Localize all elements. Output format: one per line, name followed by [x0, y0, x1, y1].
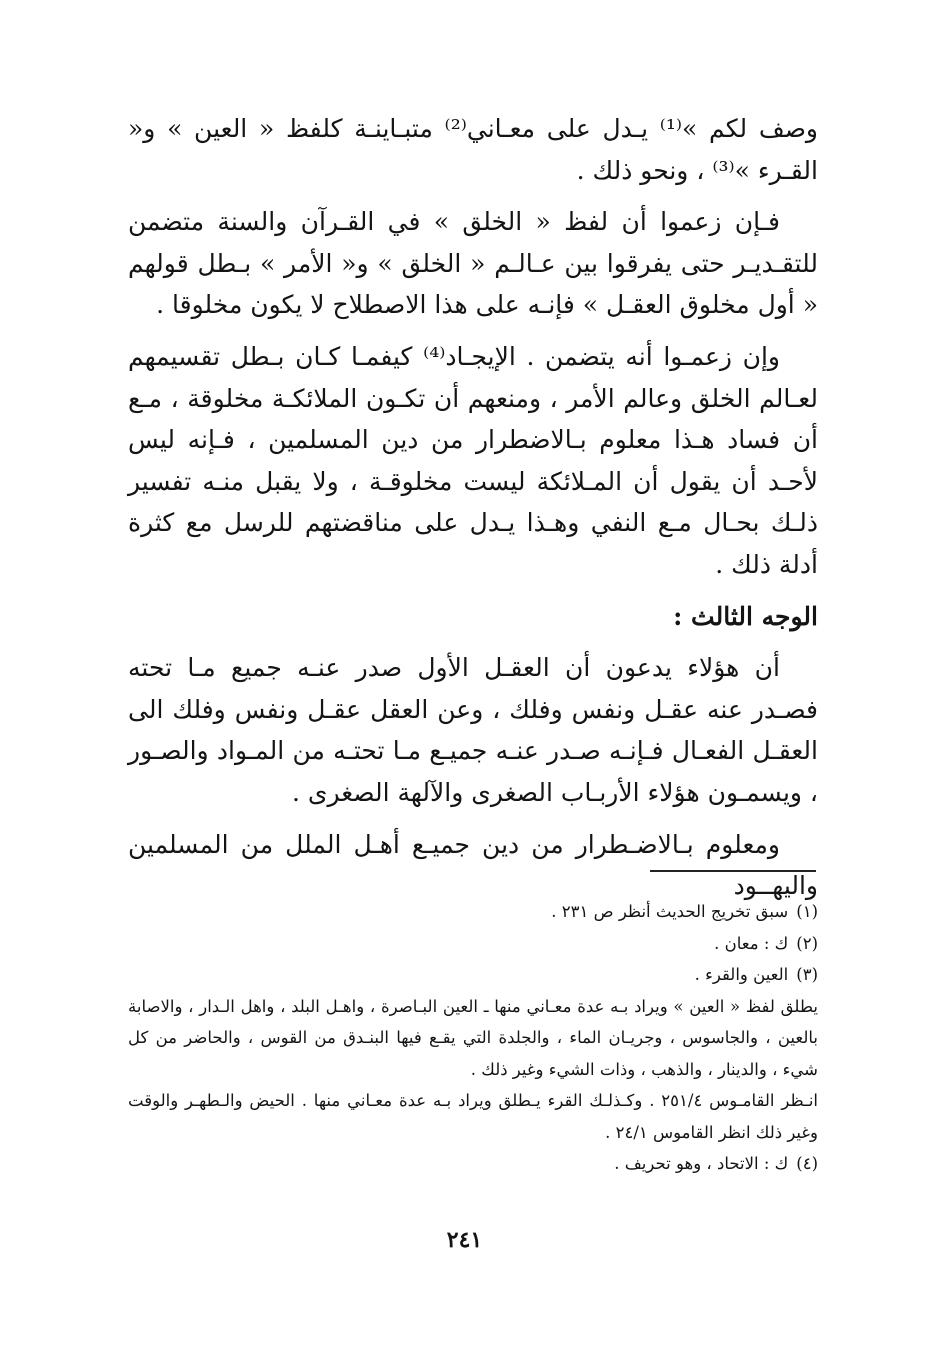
footnote-number: (٤) [796, 1154, 818, 1173]
footnote [128, 1148, 818, 1180]
footnotes [128, 896, 818, 1180]
footnote-text: ك : الاتحاد ، وهو تحريف . [614, 1154, 789, 1173]
footnote-separator [650, 870, 816, 872]
footnote-number: (٣) [796, 965, 818, 984]
footnote-number: (٢) [796, 933, 818, 953]
paragraph: وصف لكم »⁽¹⁾ يـدل على معـاني⁽²⁾ متبـاينـة كلفظ « العين » و« القـرء »⁽³⁾ ، ونحو ذلك . [128, 114, 818, 185]
footnote-text: ك : معان . [714, 933, 789, 953]
paragraph: وإن زعمـوا أنه يتضمن . الإيجـاد⁽⁴⁾ كيفمـا كـان بـطل تقسيمهم لعـالم الخلق وعالم الأمر ، ومنعهم أن تكـون الملائكـة مخلوقة ، مـع أن فساد هـذا معلوم بـالاضطرار من دين المسلمين ، فـإنه ليس لأحـد أن يقول أن المـلائكة ليست مخلوقـة ، ولا يقبل منـه تفسير ذلـك بحـال مـع النفي وهـذا يـدل على مناقضتهم للرسل مع كثرة أدلة ذلك . [128, 341, 818, 579]
footnote [128, 928, 818, 960]
section-heading: الوجه الثالث : [673, 601, 818, 631]
paragraph: ومعلوم بـالاضـطرار من دين جميـع أهـل الملل من المسلمين واليهــود [128, 829, 818, 901]
main-text [128, 108, 818, 917]
footnote-continuation: يطلق لفظ « العين » ويراد بـه عدة معـاني منها ـ العين البـاصرة ، واهـل البلد ، واهل الـدار ، والاصابة بالعين ، والجاسوس ، وجريـان الماء ، والجلدة التي يقـع فيها البنـدق من القوس ، والحاضر من كل شيء ، والدينار ، والذهب ، وذات الشيء وغير ذلك . [128, 996, 818, 1079]
page-number: ٢٤١ [446, 1227, 483, 1253]
footnote-number: (١) [796, 902, 818, 921]
footnote [128, 959, 818, 991]
footnote [128, 896, 818, 928]
footnote-text: سبق تخريج الحديث أنظر ص ٢٣١ . [551, 902, 789, 921]
footnote-continuation: انـظر القامـوس ٢٥١/٤ . وكـذلـك القرء يـطلق ويراد بـه عدة معـاني منها . الحيض والـطهـر والوقت وغير ذلك انظر القاموس ٢٤/١ . [128, 1091, 818, 1142]
paragraph: أن هؤلاء يدعون أن العقـل الأول صدر عنـه جميع مـا تحته فصـدر عنه عقـل ونفس وفلك ، وعن العقل عقـل ونفس وفلك الى العقـل الفعـال فـإنـه صـدر عنـه جميـع مـا تحتـه من المـواد والصـور ، ويسمـون هؤلاء الأربـاب الصغرى والآلهة الصغرى . [128, 653, 818, 807]
paragraph: فـإن زعموا أن لفظ « الخلق » في القـرآن والسنة متضمن للتقـديـر حتى يفرقوا بين عـالـم « الخلق » و« الأمر » بـطل قولهم « أول مخلوق العقـل » فإنـه على هذا الاصطلاح لا يكون مخلوقا . [128, 207, 818, 320]
footnote-text: العين والقرء . [694, 965, 789, 984]
